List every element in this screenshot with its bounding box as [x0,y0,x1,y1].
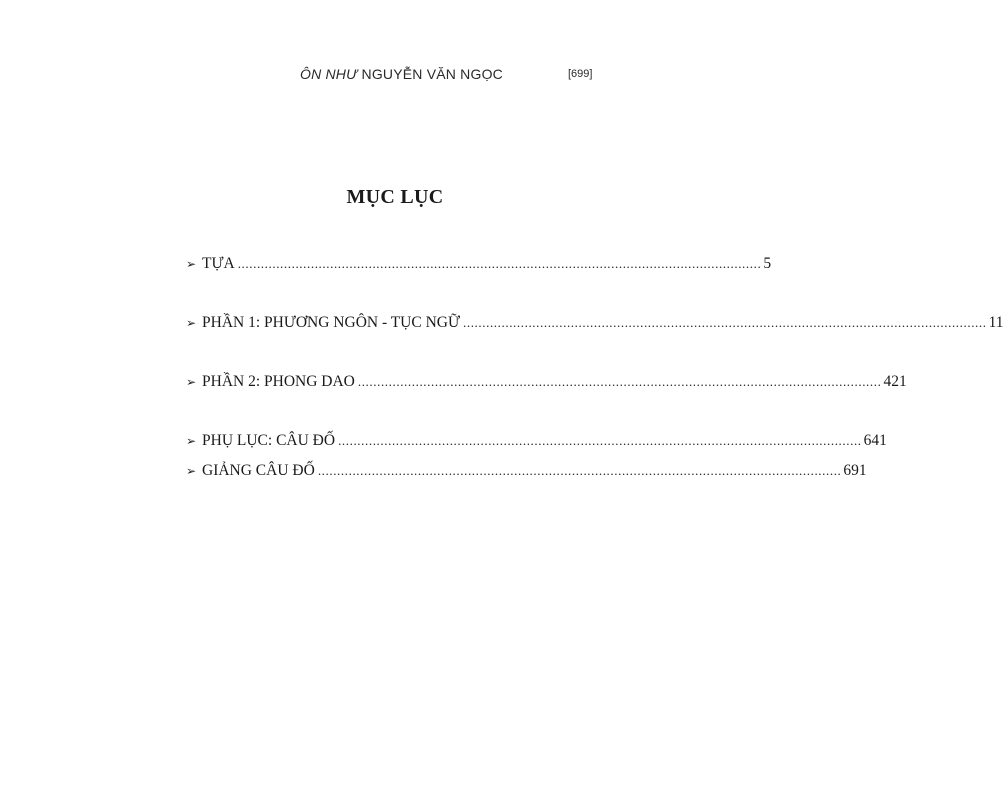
arrow-bullet-icon: ➢ [186,375,197,389]
toc-entry-label: PHẦN 1: PHƯƠNG NGÔN - TỤC NGỮ [202,314,460,331]
author-pen-name: ÔN NHƯ [300,66,358,82]
toc-entry[interactable] [186,255,772,277]
toc-entry-label: GIẢNG CÂU ĐỐ [202,462,315,479]
arrow-bullet-icon: ➢ [186,434,197,448]
dot-leader: ........................................................................................................................................ [317,463,842,478]
toc-entry[interactable] [186,314,1004,336]
dot-leader: ........................................................................................................................................ [338,433,862,448]
arrow-bullet-icon: ➢ [186,464,197,478]
dot-leader: ........................................................................................................................................ [463,315,987,330]
running-header [0,66,790,86]
toc-entry-label: TỰA [202,255,235,272]
toc-entry-page: 691 [843,462,867,479]
dot-leader: ........................................................................................................................................ [357,374,882,389]
toc-entry[interactable] [186,373,907,395]
toc-entry[interactable] [186,432,887,454]
arrow-bullet-icon: ➢ [186,257,197,271]
toc-entry-page: 421 [883,373,907,390]
toc-entry[interactable] [186,462,867,484]
author-name: NGUYỄN VĂN NGỌC [361,66,503,82]
arrow-bullet-icon: ➢ [186,316,197,330]
toc-title: MỤC LỤC [346,186,444,208]
toc-entry-label: PHỤ LỤC: CÂU ĐỐ [202,432,336,449]
toc-entry-page: 641 [863,432,887,449]
toc-entry-page: 5 [763,255,772,272]
toc-entry-page: 11 [988,314,1004,331]
dot-leader: ........................................................................................................................................ [237,256,762,271]
toc-entry-label: PHẦN 2: PHONG DAO [202,373,355,390]
author-line [300,66,503,82]
page-number: [699] [568,68,593,80]
